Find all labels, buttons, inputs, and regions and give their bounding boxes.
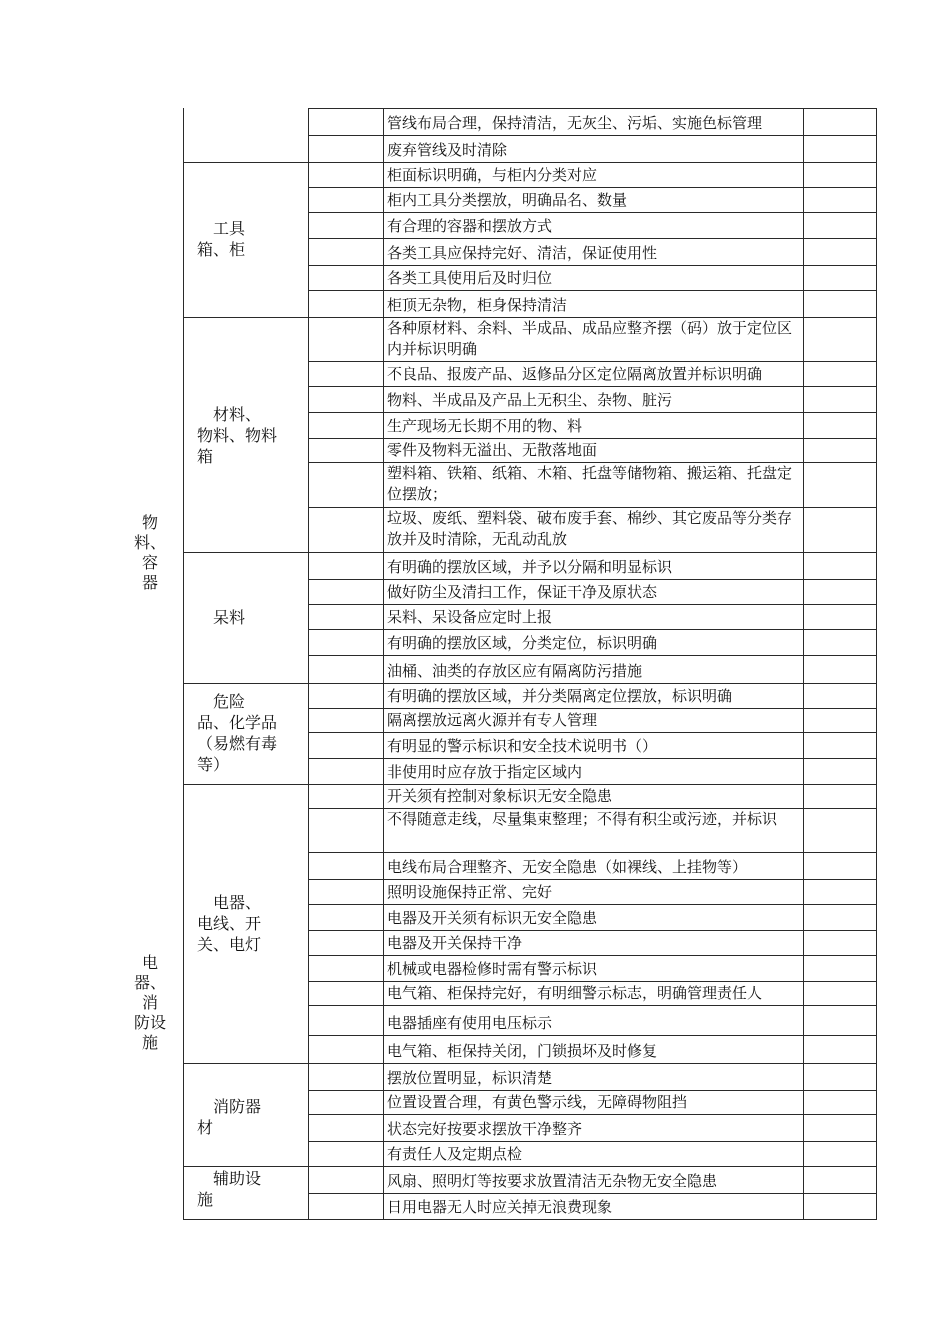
category-label [130, 953, 170, 1053]
checklist-item: 物料、半成品及产品上无积尘、杂物、脏污 [387, 391, 673, 409]
row-separator [308, 732, 877, 733]
group-label-line: 箱 [197, 447, 214, 466]
group-label-line: 箱、柜 [197, 240, 246, 259]
group-label [197, 691, 277, 775]
row-separator [308, 852, 877, 853]
group-label-line: 物料、物料 [197, 426, 278, 445]
row-separator [308, 1114, 877, 1115]
checklist-item: 照明设施保持正常、完好 [387, 883, 553, 901]
checklist-item: 有明确的摆放区域，分类定位，标识明确 [387, 634, 658, 652]
table-left-border [183, 108, 184, 1219]
row-separator [308, 1090, 877, 1091]
checklist-item: 各类工具应保持完好、清洁，保证使用性 [387, 244, 658, 262]
column-divider [308, 108, 309, 1219]
checklist-item: 不得随意走线，尽量集束整理；不得有积尘或污迹，并标识 [387, 810, 778, 828]
row-separator [308, 135, 877, 136]
checklist-item: 塑料箱、铁箱、纸箱、木箱、托盘等储物箱、搬运箱、托盘定位摆放； [387, 464, 793, 503]
checklist-item: 油桶、油类的存放区应有隔离防污措施 [387, 662, 643, 680]
group-label-line: 辅助设 [197, 1169, 262, 1188]
checklist-item: 电气箱、柜保持关闭，门锁损坏及时修复 [387, 1042, 658, 1060]
group-label-line: 电器、 [197, 893, 262, 912]
group-label-line: 施 [197, 1190, 214, 1209]
checklist-item: 有明确的摆放区域，并分类隔离定位摆放，标识明确 [387, 687, 733, 705]
group-separator [183, 784, 308, 785]
row-separator [308, 629, 877, 630]
category-label-line: 器 [141, 573, 158, 592]
row-separator [308, 784, 877, 785]
group-label [197, 1168, 261, 1210]
row-separator [308, 981, 877, 982]
checklist-item: 不良品、报废产品、返修品分区定位隔离放置并标识明确 [387, 365, 763, 383]
group-label-line: 呆料 [197, 608, 246, 627]
category-label-line: 防设 [133, 1013, 166, 1032]
checklist-item: 垃圾、废纸、塑料袋、破布废手套、棉纱、其它废品等分类存放并及时清除，无乱动乱放 [387, 509, 793, 548]
checklist-item: 开关须有控制对象标识无安全隐患 [387, 787, 613, 805]
group-label [197, 218, 245, 260]
row-separator [308, 265, 877, 266]
column-divider [803, 108, 804, 1219]
row-separator [308, 758, 877, 759]
checklist-item: 零件及物料无溢出、无散落地面 [387, 441, 598, 459]
category-label [130, 513, 170, 593]
row-separator [308, 604, 877, 605]
group-label-line: （易燃有毒 [197, 734, 278, 753]
group-label [197, 1096, 261, 1138]
row-separator [308, 438, 877, 439]
group-separator [183, 1063, 308, 1064]
category-label-line: 料、容 [133, 533, 166, 572]
checklist-item: 有合理的容器和摆放方式 [387, 217, 553, 235]
group-label-line: 危险 [197, 692, 246, 711]
checklist-item: 管线布局合理，保持清洁，无灰尘、污垢、实施色标管理 [387, 114, 763, 132]
group-separator [183, 552, 308, 553]
checklist-item: 隔离摆放远离火源并有专人管理 [387, 711, 598, 729]
row-separator [308, 579, 877, 580]
checklist-item: 呆料、呆设备应定时上报 [387, 608, 553, 626]
group-separator [183, 683, 308, 684]
checklist-item: 电线布局合理整齐、无安全隐患（如裸线、上挂物等） [387, 858, 748, 876]
row-separator [308, 386, 877, 387]
group-label-line: 品、化学品 [197, 713, 278, 732]
checklist-item: 柜顶无杂物，柜身保持清洁 [387, 296, 568, 314]
group-separator [183, 1166, 308, 1167]
checklist-item: 废弃管线及时清除 [387, 141, 508, 159]
group-label [197, 892, 261, 955]
row-separator [308, 879, 877, 880]
group-separator [183, 162, 308, 163]
row-separator [308, 1035, 877, 1036]
group-label-line: 电线、开 [197, 914, 262, 933]
row-separator [308, 290, 877, 291]
row-separator [308, 361, 877, 362]
category-label-line: 物 [141, 513, 158, 532]
row-separator [308, 708, 877, 709]
checklist-item: 电器插座有使用电压标示 [387, 1014, 553, 1032]
category-label-line: 施 [141, 1033, 158, 1052]
column-divider [383, 108, 384, 1219]
row-separator [308, 1166, 877, 1167]
row-separator [308, 238, 877, 239]
checklist-item: 非使用时应存放于指定区域内 [387, 763, 583, 781]
checklist-item: 机械或电器检修时需有警示标识 [387, 960, 598, 978]
row-separator [308, 1141, 877, 1142]
group-label [197, 404, 277, 467]
checklist-item: 有责任人及定期点检 [387, 1145, 523, 1163]
row-separator [308, 1063, 877, 1064]
row-separator [308, 552, 877, 553]
row-separator [308, 683, 877, 684]
checklist-item: 有明确的摆放区域，并予以分隔和明显标识 [387, 558, 673, 576]
row-separator [308, 212, 877, 213]
checklist-item: 电器及开关须有标识无安全隐患 [387, 909, 598, 927]
checklist-item: 状态完好按要求摆放干净整齐 [387, 1120, 583, 1138]
group-separator [183, 317, 308, 318]
group-label-line: 材料、 [197, 405, 262, 424]
row-separator [308, 162, 877, 163]
checklist-item: 位置设置合理，有黄色警示线，无障碍物阻挡 [387, 1093, 688, 1111]
checklist-item: 柜面标识明确，与柜内分类对应 [387, 166, 598, 184]
row-separator [308, 1005, 877, 1006]
group-label-line: 等） [197, 755, 230, 774]
checklist-item: 风扇、照明灯等按要求放置清洁无杂物无安全隐患 [387, 1172, 718, 1190]
checklist-item: 柜内工具分类摆放，明确品名、数量 [387, 191, 628, 209]
group-label-line: 工具 [197, 219, 246, 238]
row-separator [308, 412, 877, 413]
checklist-item: 各类工具使用后及时归位 [387, 269, 553, 287]
row-separator [308, 1193, 877, 1194]
group-label-line: 材 [197, 1118, 214, 1137]
row-separator [308, 904, 877, 905]
category-label-line: 电 [141, 953, 158, 972]
checklist-item: 生产现场无长期不用的物、料 [387, 417, 583, 435]
table-right-border [876, 108, 877, 1219]
category-label-line: 器、消 [133, 973, 166, 1012]
checklist-item: 日用电器无人时应关掉无浪费现象 [387, 1198, 613, 1216]
group-label-line: 消防器 [197, 1097, 262, 1116]
row-separator [308, 955, 877, 956]
row-separator [308, 187, 877, 188]
row-separator [308, 655, 877, 656]
checklist-item: 电器及开关保持干净 [387, 934, 523, 952]
checklist-item: 摆放位置明显，标识清楚 [387, 1069, 553, 1087]
row-separator [308, 930, 877, 931]
group-label-line: 关、电灯 [197, 935, 262, 954]
checklist-item: 做好防尘及清扫工作，保证干净及原状态 [387, 583, 658, 601]
group-label [197, 607, 245, 628]
checklist-item: 有明显的警示标识和安全技术说明书（） [387, 737, 658, 755]
checklist-item: 电气箱、柜保持完好，有明细警示标志，明确管理责任人 [387, 984, 763, 1002]
checklist-item: 各种原材料、余料、半成品、成品应整齐摆（码）放于定位区内并标识明确 [387, 319, 793, 358]
table-top-border [308, 108, 877, 109]
